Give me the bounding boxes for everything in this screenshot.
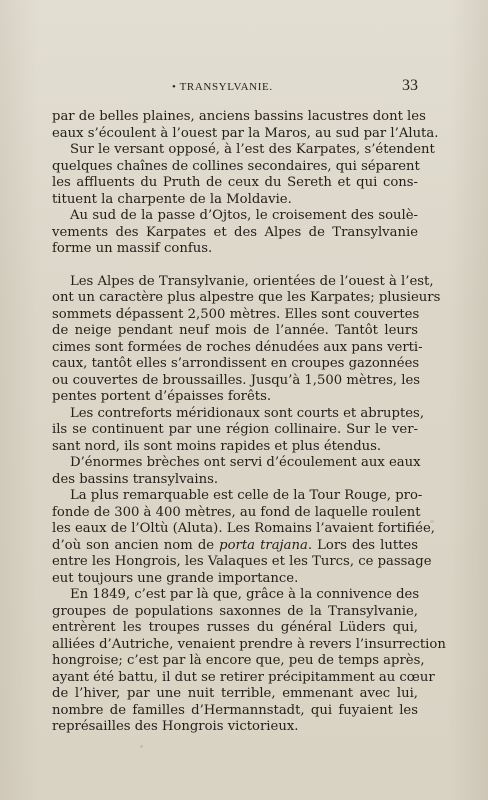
paragraph-8	[52, 587, 446, 736]
text-line: Les Alpes de Transylvanie, orientées de l’ouest à l’est,	[70, 273, 434, 289]
text-line: caux, tantôt elles s’arrondissent en croupes gazonnées	[52, 356, 420, 371]
text-line: les affluents du Pruth de ceux du Sereth et qui cons-	[52, 175, 418, 190]
paragraph-5	[52, 405, 425, 456]
text-line: ont un caractère plus alpestre que les Karpates; plusieurs	[52, 290, 441, 305]
text-line: vements des Karpates et des Alpes de Transylvanie	[52, 224, 418, 240]
text-line-with-italic	[52, 538, 418, 555]
text-line: quelques chaînes de collines secondaires, qui séparent	[52, 158, 420, 174]
text-line: La plus remarquable est celle de la Tour Rouge, pro-	[70, 488, 423, 503]
text-line: pentes portent d’épaisses forêts.	[52, 389, 272, 404]
italic-latin-name: porta trajana	[219, 537, 308, 553]
text-line: Au sud de la passe d’Ojtos, le croisement des soulè-	[70, 208, 418, 223]
text-line: ou couvertes de broussailles. Jusqu’à 1,500 mètres, les	[52, 372, 421, 388]
text-line: tituent la charpente de la Moldavie.	[52, 191, 292, 207]
paragraph-2	[52, 142, 435, 208]
paragraph-gap	[52, 258, 418, 274]
text-line: Sur le versant opposé, à l’est des Karpates, s’étendent	[70, 142, 435, 157]
text-line: hongroise; c’est par là encore que, peu de temps après,	[52, 653, 425, 668]
page-body	[52, 109, 446, 736]
text-line: En 1849, c’est par là que, grâce à la connivence des	[70, 587, 420, 602]
text-line: les eaux de l’Oltù (Aluta). Les Romains l’avaient fortifiée,	[52, 521, 435, 536]
text-line: représailles des Hongrois victorieux.	[52, 719, 299, 734]
text-line: cimes sont formées de roches dénudées aux pans verti-	[52, 339, 423, 355]
page-number: 33	[402, 77, 418, 94]
paragraph-4	[52, 273, 441, 406]
text-line: sommets dépassent 2,500 mètres. Elles sont couvertes	[52, 306, 420, 322]
text-line: ayant été battu, il dut se retirer précipitamment au cœur	[52, 669, 435, 685]
text-line: nombre de familles d’Hermannstadt, qui fuyaient les	[52, 702, 418, 718]
text-line: fonde de 300 à 400 mètres, au fond de laquelle roulent	[52, 504, 421, 520]
text-line: de l’hiver, par une nuit terrible, emmenant avec lui,	[52, 686, 418, 701]
paragraph-7	[52, 488, 435, 587]
text-line: entre les Hongrois, les Valaques et les Turcs, ce passage	[52, 554, 432, 569]
text-line: D’énormes brèches ont servi d’écoulement aux eaux	[70, 455, 421, 470]
paragraph-3	[52, 208, 418, 258]
text-line: forme un massif confus.	[52, 241, 213, 256]
text-run: . Lors des luttes	[307, 537, 418, 553]
text-line: des bassins transylvains.	[52, 471, 219, 487]
paper-foxing-spot	[140, 745, 143, 748]
page-header	[52, 77, 418, 101]
paragraph-6	[52, 455, 421, 488]
paragraph-1	[52, 109, 439, 142]
text-line: Les contreforts méridionaux sont courts et abruptes,	[70, 405, 425, 421]
text-line: entrèrent les troupes russes du général Lüders qui,	[52, 620, 418, 635]
text-line: eut toujours une grande importance.	[52, 570, 299, 586]
text-line: par de belles plaines, anciens bassins lacustres dont les	[52, 109, 426, 124]
text-line: eaux s’écoulent à l’ouest par la Maros, au sud par l’Aluta.	[52, 125, 439, 141]
text-line: de neige pendant neuf mois de l’année. Tantôt leurs	[52, 323, 418, 338]
text-line: ils se continuent par une région collinaire. Sur le ver-	[52, 422, 418, 437]
running-head: • TRANSYLVANIE.	[172, 81, 273, 93]
text-line: groupes de populations saxonnes de la Transylvanie,	[52, 603, 418, 619]
text-line: alliées d’Autriche, venaient prendre à revers l’insurrection	[52, 636, 446, 652]
text-run: d’où son ancien nom de	[52, 537, 220, 553]
text-line: sant nord, ils sont moins rapides et plus étendus.	[52, 438, 382, 454]
